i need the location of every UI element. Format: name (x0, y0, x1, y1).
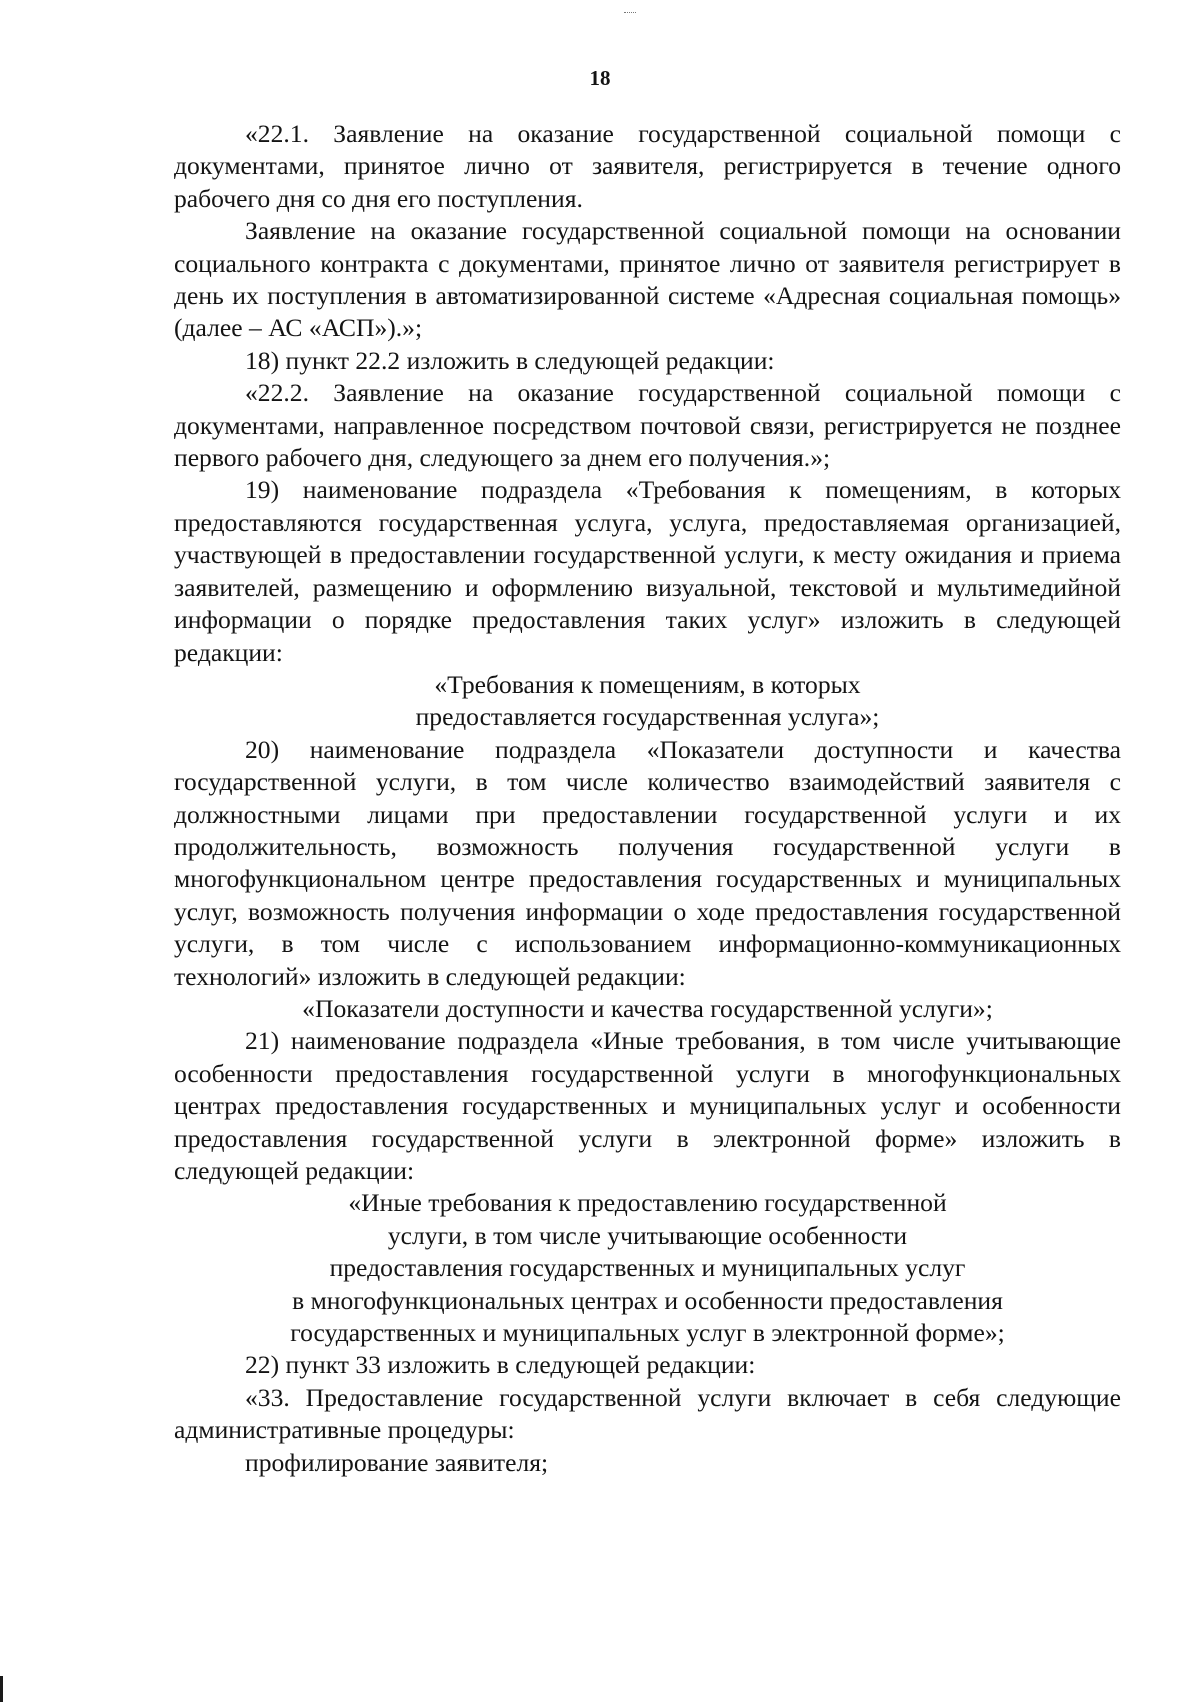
subsection-heading-other-requirements-line-1: «Иные требования к предоставлению государственной (348, 1188, 947, 1218)
paragraph-22-2: «22.2. Заявление на оказание государственной социальной помощи с документами, направленное посредством почтовой связи, регистрируется не позднее первого рабочего дня, следующего за днем его получения.»; (174, 378, 1121, 473)
subsection-heading-premises-line-1: «Требования к помещениям, в которых (434, 669, 861, 699)
paragraph-item-18: 18) пункт 22.2 изложить в следующей редакции: (245, 345, 775, 375)
paragraph-item-22: 22) пункт 33 изложить в следующей редакции: (245, 1350, 756, 1380)
subsection-heading-other-requirements-line-4: в многофункциональных центрах и особенности предоставления (292, 1285, 1003, 1315)
subsection-heading-other-requirements-line-2: услуги, в том числе учитывающие особенности (387, 1220, 908, 1250)
scan-edge-mark (0, 1676, 3, 1702)
document-body (174, 118, 1121, 1479)
paragraph-item-20: 20) наименование подраздела «Показатели доступности и качества государственной услуги, в том числе количество взаимодействий заявителя с должностными лицами при предоставлении государственной услуги и их продолжительность, возможность получения государственной услуги в многофункциональном центре предоставления государственных и муниципальных услуг, возможность получения информации о ходе предоставления государственной услуги, в том числе с использованием информационно-коммуникационных технологий» изложить в следующей редакции: (174, 734, 1121, 991)
subsection-heading-other-requirements-line-5: государственных и муниципальных услуг в электронной форме»; (290, 1318, 1005, 1348)
scan-artifact (624, 12, 636, 15)
paragraph-item-19: 19) наименование подраздела «Требования к помещениям, в которых предоставляются государственная услуга, услуга, предоставляемая организацией, участвующей в предоставлении государственной услуги, к месту ожидания и приема заявителей, размещению и оформлению визуальной, текстовой и мультимедийной информации о порядке предоставления таких услуг» изложить в следующей редакции: (174, 475, 1121, 667)
page-number: 18 (589, 66, 611, 90)
paragraph-22-1: «22.1. Заявление на оказание государственной социальной помощи с документами, принятое лично от заявителя, регистрируется в течение одного рабочего дня со дня его поступления. (174, 119, 1121, 213)
subsection-heading-premises-line-2: предоставляется государственная услуга»; (415, 702, 880, 732)
paragraph-33: «33. Предоставление государственной услуги включает в себя следующие административные процедуры: (174, 1382, 1121, 1445)
paragraph-item-21: 21) наименование подраздела «Иные требования, в том числе учитывающие особенности предоставления государственной услуги в многофункциональных центрах предоставления государственных и муниципальных услуг и особенности предоставления государственной услуги в электронной форме» изложить в следующей редакции: (174, 1026, 1121, 1185)
paragraph-procedure-profiling: профилирование заявителя; (245, 1447, 549, 1477)
subsection-heading-accessibility: «Показатели доступности и качества государственной услуги»; (302, 993, 993, 1023)
paragraph-22-1-continued: Заявление на оказание государственной социальной помощи на основании социального контракта с документами, принятое лично от заявителя регистрирует в день их поступления в автоматизированной системе «Адресная социальная помощь» (далее – АС «АСП»).»; (174, 216, 1121, 343)
subsection-heading-other-requirements-line-3: предоставления государственных и муниципальных услуг (329, 1253, 966, 1283)
